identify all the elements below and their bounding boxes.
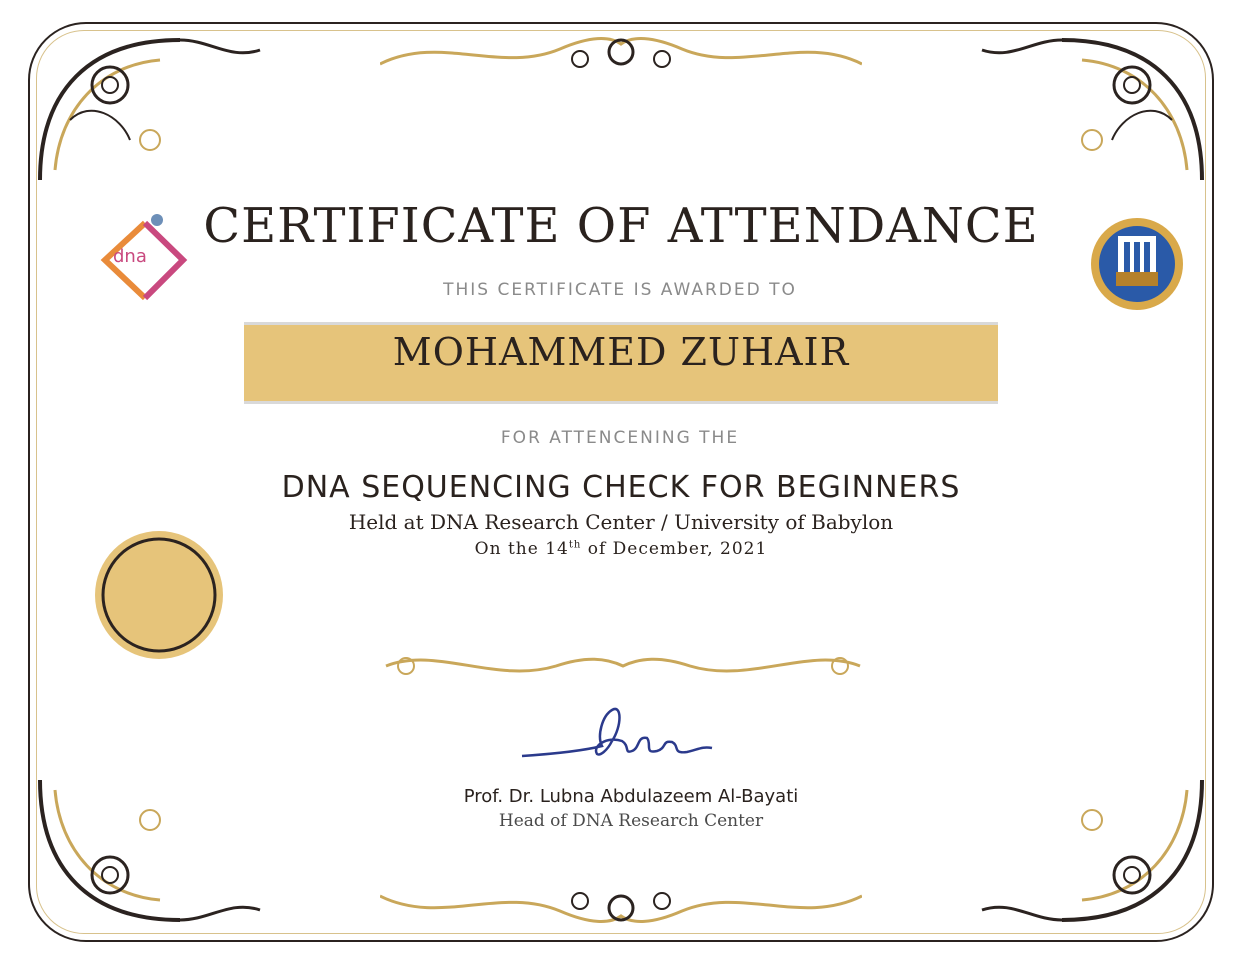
top-left-ornament — [30, 20, 270, 190]
date-prefix: On the 14 — [474, 539, 569, 559]
recipient-name: MOHAMMED ZUHAIR — [392, 330, 850, 374]
top-center-ornament — [380, 24, 862, 84]
top-right-ornament — [972, 20, 1212, 190]
event-date — [320, 539, 922, 559]
date-ordinal-suffix: th — [568, 539, 582, 551]
signer-name: Prof. Dr. Lubna Abdulazeem Al-Bayati — [463, 786, 799, 807]
course-title: DNA SEQUENCING CHECK FOR BEGINNERS — [281, 470, 961, 505]
for-attending-line: FOR ATTENCENING THE — [500, 428, 740, 448]
university-of-babylon-seal — [1088, 212, 1186, 316]
bottom-center-ornament — [380, 876, 862, 936]
awarded-to-line: THIS CERTIFICATE IS AWARDED TO — [443, 280, 797, 300]
divider-ornament — [376, 644, 870, 688]
certificate-title: CERTIFICATE OF ATTENDANCE — [203, 198, 1039, 254]
held-at-line: Held at DNA Research Center / University of Babylon — [348, 510, 894, 534]
date-rest: of December, 2021 — [581, 539, 768, 559]
dna-logo-text: dna — [113, 246, 147, 267]
handwritten-signature — [512, 696, 732, 776]
bottom-left-ornament — [30, 770, 270, 940]
gold-seal — [92, 528, 226, 662]
bottom-right-ornament — [972, 770, 1212, 940]
signer-role: Head of DNA Research Center — [498, 811, 764, 831]
